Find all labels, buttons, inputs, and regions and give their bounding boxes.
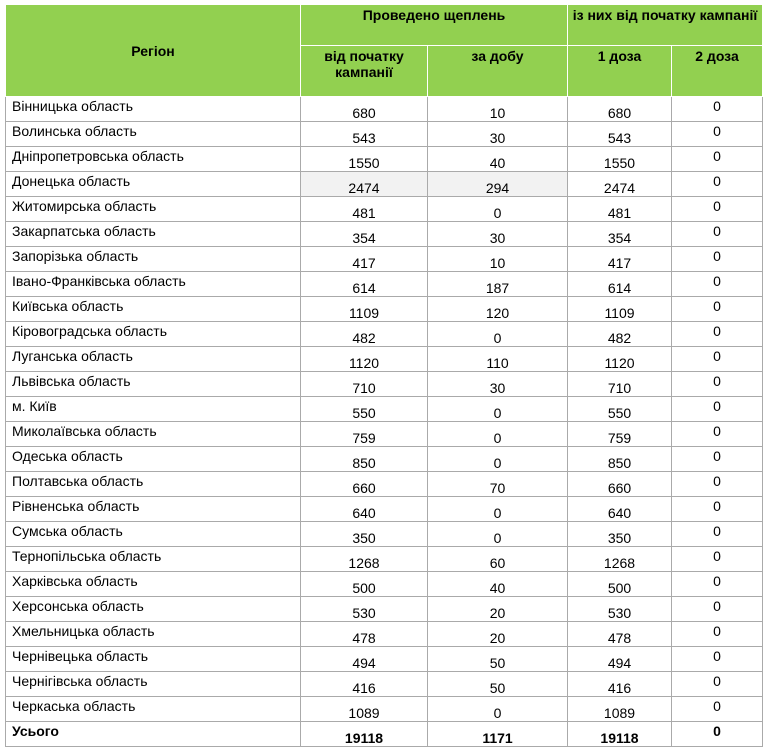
total-per-day: 1171 [428, 722, 568, 747]
since-start-cell: 680 [301, 97, 428, 122]
dose2-cell: 0 [672, 422, 763, 447]
dose1-cell: 481 [568, 197, 672, 222]
since-start-cell: 500 [301, 572, 428, 597]
table-body [6, 97, 763, 722]
since-start-cell: 850 [301, 447, 428, 472]
header-per-day: за добу [428, 46, 568, 97]
per-day-cell: 30 [428, 122, 568, 147]
region-cell: Волинська область [6, 122, 301, 147]
region-cell: Херсонська область [6, 597, 301, 622]
dose1-cell: 614 [568, 272, 672, 297]
table-row [6, 547, 763, 572]
dose2-cell: 0 [672, 472, 763, 497]
table-row [6, 697, 763, 722]
header-since-start: від початку кампанії [301, 46, 428, 97]
dose1-cell: 710 [568, 372, 672, 397]
since-start-cell: 614 [301, 272, 428, 297]
per-day-cell: 50 [428, 672, 568, 697]
dose2-cell: 0 [672, 172, 763, 197]
per-day-cell: 294 [428, 172, 568, 197]
per-day-cell: 0 [428, 322, 568, 347]
region-cell: Тернопільська область [6, 547, 301, 572]
table-row [6, 497, 763, 522]
since-start-cell: 530 [301, 597, 428, 622]
dose2-cell: 0 [672, 647, 763, 672]
since-start-cell: 543 [301, 122, 428, 147]
region-cell: Хмельницька область [6, 622, 301, 647]
since-start-cell: 759 [301, 422, 428, 447]
since-start-cell: 550 [301, 397, 428, 422]
dose2-cell: 0 [672, 147, 763, 172]
region-cell: Миколаївська область [6, 422, 301, 447]
dose2-cell: 0 [672, 622, 763, 647]
per-day-cell: 120 [428, 297, 568, 322]
table-row [6, 447, 763, 472]
header-vaccinations-done: Проведено щеплень [301, 5, 568, 46]
since-start-cell: 1550 [301, 147, 428, 172]
per-day-cell: 0 [428, 197, 568, 222]
dose1-cell: 482 [568, 322, 672, 347]
since-start-cell: 354 [301, 222, 428, 247]
per-day-cell: 10 [428, 97, 568, 122]
header-dose2: 2 доза [672, 46, 763, 97]
dose2-cell: 0 [672, 697, 763, 722]
dose1-cell: 478 [568, 622, 672, 647]
table-row [6, 347, 763, 372]
region-cell: Полтавська область [6, 472, 301, 497]
dose2-cell: 0 [672, 572, 763, 597]
header-region: Регіон [6, 5, 301, 97]
table-row [6, 622, 763, 647]
vaccination-table [5, 4, 763, 747]
region-cell: Івано-Франківська область [6, 272, 301, 297]
dose2-cell: 0 [672, 297, 763, 322]
region-cell: Запорізька область [6, 247, 301, 272]
table-row [6, 122, 763, 147]
region-cell: Закарпатська область [6, 222, 301, 247]
region-cell: Житомирська область [6, 197, 301, 222]
per-day-cell: 40 [428, 147, 568, 172]
dose1-cell: 2474 [568, 172, 672, 197]
region-cell: Київська область [6, 297, 301, 322]
table-row [6, 97, 763, 122]
per-day-cell: 0 [428, 397, 568, 422]
region-cell: Дніпропетровська область [6, 147, 301, 172]
since-start-cell: 660 [301, 472, 428, 497]
dose1-cell: 640 [568, 497, 672, 522]
since-start-cell: 1120 [301, 347, 428, 372]
dose1-cell: 1550 [568, 147, 672, 172]
table-row [6, 672, 763, 697]
table-row [6, 647, 763, 672]
table-row [6, 247, 763, 272]
table-row [6, 297, 763, 322]
dose2-cell: 0 [672, 272, 763, 297]
per-day-cell: 20 [428, 622, 568, 647]
dose2-cell: 0 [672, 672, 763, 697]
header-dose1: 1 доза [568, 46, 672, 97]
table-row [6, 197, 763, 222]
dose1-cell: 1120 [568, 347, 672, 372]
region-cell: Чернігівська область [6, 672, 301, 697]
region-cell: Одеська область [6, 447, 301, 472]
region-cell: Вінницька область [6, 97, 301, 122]
dose2-cell: 0 [672, 197, 763, 222]
region-cell: м. Київ [6, 397, 301, 422]
dose1-cell: 417 [568, 247, 672, 272]
dose2-cell: 0 [672, 222, 763, 247]
dose1-cell: 494 [568, 647, 672, 672]
since-start-cell: 478 [301, 622, 428, 647]
total-row [6, 722, 763, 747]
dose2-cell: 0 [672, 597, 763, 622]
dose1-cell: 759 [568, 422, 672, 447]
region-cell: Донецька область [6, 172, 301, 197]
dose1-cell: 850 [568, 447, 672, 472]
per-day-cell: 70 [428, 472, 568, 497]
dose1-cell: 543 [568, 122, 672, 147]
dose1-cell: 680 [568, 97, 672, 122]
per-day-cell: 50 [428, 647, 568, 672]
table-row [6, 572, 763, 597]
table-row [6, 597, 763, 622]
table-row [6, 422, 763, 447]
region-cell: Чернівецька область [6, 647, 301, 672]
dose1-cell: 1109 [568, 297, 672, 322]
per-day-cell: 10 [428, 247, 568, 272]
table-header [6, 5, 763, 97]
dose1-cell: 416 [568, 672, 672, 697]
total-since-start: 19118 [301, 722, 428, 747]
since-start-cell: 1089 [301, 697, 428, 722]
table-row [6, 272, 763, 297]
dose2-cell: 0 [672, 497, 763, 522]
dose1-cell: 550 [568, 397, 672, 422]
region-cell: Рівненська область [6, 497, 301, 522]
since-start-cell: 2474 [301, 172, 428, 197]
table-row [6, 397, 763, 422]
per-day-cell: 0 [428, 422, 568, 447]
dose2-cell: 0 [672, 397, 763, 422]
per-day-cell: 30 [428, 372, 568, 397]
region-cell: Луганська область [6, 347, 301, 372]
table-row [6, 147, 763, 172]
region-cell: Львівська область [6, 372, 301, 397]
table-row [6, 222, 763, 247]
total-dose2: 0 [672, 722, 763, 747]
per-day-cell: 30 [428, 222, 568, 247]
dose2-cell: 0 [672, 372, 763, 397]
per-day-cell: 0 [428, 522, 568, 547]
per-day-cell: 20 [428, 597, 568, 622]
since-start-cell: 417 [301, 247, 428, 272]
per-day-cell: 60 [428, 547, 568, 572]
since-start-cell: 481 [301, 197, 428, 222]
dose2-cell: 0 [672, 247, 763, 272]
since-start-cell: 350 [301, 522, 428, 547]
total-dose1: 19118 [568, 722, 672, 747]
dose2-cell: 0 [672, 522, 763, 547]
per-day-cell: 0 [428, 447, 568, 472]
table-row [6, 372, 763, 397]
since-start-cell: 482 [301, 322, 428, 347]
region-cell: Черкаська область [6, 697, 301, 722]
per-day-cell: 110 [428, 347, 568, 372]
per-day-cell: 0 [428, 497, 568, 522]
since-start-cell: 640 [301, 497, 428, 522]
dose1-cell: 660 [568, 472, 672, 497]
since-start-cell: 710 [301, 372, 428, 397]
dose1-cell: 1268 [568, 547, 672, 572]
total-label: Усього [6, 722, 301, 747]
dose1-cell: 1089 [568, 697, 672, 722]
since-start-cell: 416 [301, 672, 428, 697]
dose2-cell: 0 [672, 347, 763, 372]
per-day-cell: 187 [428, 272, 568, 297]
region-cell: Сумська область [6, 522, 301, 547]
dose2-cell: 0 [672, 97, 763, 122]
table-row [6, 322, 763, 347]
since-start-cell: 494 [301, 647, 428, 672]
dose2-cell: 0 [672, 322, 763, 347]
since-start-cell: 1109 [301, 297, 428, 322]
dose1-cell: 354 [568, 222, 672, 247]
header-of-them-since-start: із них від початку кампанії [568, 5, 763, 46]
region-cell: Харківська область [6, 572, 301, 597]
dose1-cell: 500 [568, 572, 672, 597]
table-row [6, 522, 763, 547]
per-day-cell: 40 [428, 572, 568, 597]
region-cell: Кіровоградська область [6, 322, 301, 347]
table-row [6, 472, 763, 497]
table-row [6, 172, 763, 197]
since-start-cell: 1268 [301, 547, 428, 572]
dose1-cell: 350 [568, 522, 672, 547]
dose2-cell: 0 [672, 447, 763, 472]
dose2-cell: 0 [672, 122, 763, 147]
dose1-cell: 530 [568, 597, 672, 622]
dose2-cell: 0 [672, 547, 763, 572]
per-day-cell: 0 [428, 697, 568, 722]
